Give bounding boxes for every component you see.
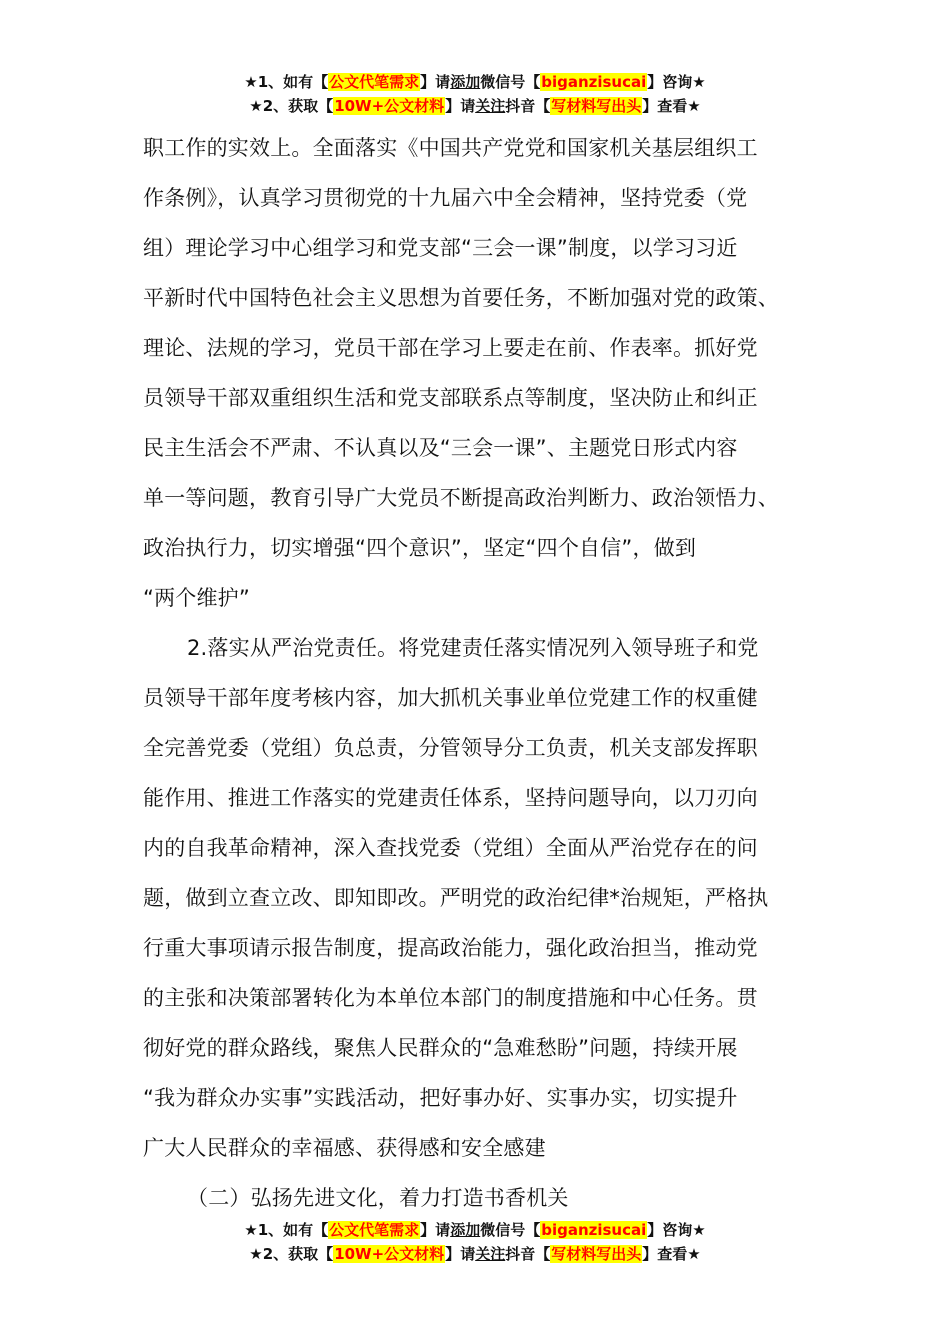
banner-text: ★2、获取【 bbox=[249, 97, 334, 115]
document-body bbox=[143, 123, 823, 1223]
body-line: 民主生活会不严肃、不认真以及“三会一课”、主题党日形式内容 bbox=[143, 436, 738, 460]
body-line: 彻好党的群众路线，聚焦人民群众的“急难愁盼”问题，持续开展 bbox=[143, 1036, 738, 1060]
banner-text: 】请 bbox=[420, 1221, 451, 1239]
body-line: 作条例》，认真学习贯彻党的十九届六中全会精神，坚持党委（党 bbox=[143, 186, 748, 210]
banner-text: 微信号【 bbox=[480, 73, 541, 91]
banner-highlight: biganzisucai bbox=[541, 1221, 647, 1239]
body-line: 员领导干部年度考核内容，加大抓机关事业单位党建工作的权重健 bbox=[143, 686, 758, 710]
body-line: “我为群众办实事”实践活动，把好事办好、实事办实，切实提升 bbox=[143, 1086, 738, 1110]
banner-highlight: 10W+公文材料 bbox=[334, 1245, 445, 1263]
banner-highlight: 写材料写出头 bbox=[551, 97, 642, 115]
section-heading: （二）弘扬先进文化，着力打造书香机关 bbox=[187, 1186, 569, 1210]
banner-text: ★1、如有【 bbox=[244, 1221, 329, 1239]
body-line: 员领导干部双重组织生活和党支部联系点等制度，坚决防止和纠正 bbox=[143, 386, 758, 410]
banner-underlined: 添加 bbox=[450, 1221, 481, 1239]
banner-underlined: 关注 bbox=[475, 1245, 506, 1263]
body-line: 内的自我革命精神，深入查找党委（党组）全面从严治党存在的问 bbox=[143, 836, 758, 860]
body-line: 行重大事项请示报告制度，提高政治能力，强化政治担当，推动党 bbox=[143, 936, 758, 960]
body-line: 理论、法规的学习，党员干部在学习上要走在前、作表率。抓好党 bbox=[143, 336, 758, 360]
body-line: 广大人民群众的幸福感、获得感和安全感建 bbox=[143, 1136, 546, 1160]
banner-highlight: 写材料写出头 bbox=[551, 1245, 642, 1263]
banner-text: 】请 bbox=[445, 1245, 476, 1263]
header-banner bbox=[0, 70, 950, 118]
body-line: 组）理论学习中心组学习和党支部“三会一课”制度，以学习习近 bbox=[143, 236, 738, 260]
body-line: 平新时代中国特色社会主义思想为首要任务，不断加强对党的政策、 bbox=[143, 286, 779, 310]
banner-text: 】请 bbox=[445, 97, 476, 115]
banner-text: 抖音【 bbox=[505, 1245, 551, 1263]
banner-highlight: 10W+公文材料 bbox=[334, 97, 445, 115]
banner-text: 】咨询★ bbox=[647, 73, 706, 91]
banner-text: 】咨询★ bbox=[647, 1221, 706, 1239]
banner-text: ★1、如有【 bbox=[244, 73, 329, 91]
banner-highlight: biganzisucai bbox=[541, 73, 647, 91]
body-line: 政治执行力，切实增强“四个意识”，坚定“四个自信”，做到 bbox=[143, 536, 697, 560]
body-line: 单一等问题，教育引导广大党员不断提高政治判断力、政治领悟力、 bbox=[143, 486, 779, 510]
banner-underlined: 关注 bbox=[475, 97, 506, 115]
banner-line-2 bbox=[0, 94, 950, 118]
banner-text: ★2、获取【 bbox=[249, 1245, 334, 1263]
banner-line-2 bbox=[0, 1242, 950, 1266]
body-line: 能作用、推进工作落实的党建责任体系，坚持问题导向，以刀刃向 bbox=[143, 786, 758, 810]
banner-highlight: 公文代笔需求 bbox=[329, 1221, 420, 1239]
banner-line-1 bbox=[0, 70, 950, 94]
body-line: 的主张和决策部署转化为本单位本部门的制度措施和中心任务。贯 bbox=[143, 986, 758, 1010]
banner-text: 微信号【 bbox=[480, 1221, 541, 1239]
banner-highlight: 公文代笔需求 bbox=[329, 73, 420, 91]
body-line: “两个维护” bbox=[143, 586, 250, 610]
banner-text: 】请 bbox=[420, 73, 451, 91]
paragraph-start-line: 2.落实从严治党责任。将党建责任落实情况列入领导班子和党 bbox=[187, 636, 759, 660]
body-line: 题，做到立查立改、即知即改。严明党的政治纪律*治规矩，严格执 bbox=[143, 886, 769, 910]
banner-text: 】查看★ bbox=[642, 97, 701, 115]
banner-underlined: 添加 bbox=[450, 73, 481, 91]
banner-text: 抖音【 bbox=[505, 97, 551, 115]
banner-text: 】查看★ bbox=[642, 1245, 701, 1263]
footer-banner bbox=[0, 1218, 950, 1266]
banner-line-1 bbox=[0, 1218, 950, 1242]
body-line: 全完善党委（党组）负总责，分管领导分工负责，机关支部发挥职 bbox=[143, 736, 758, 760]
body-line: 职工作的实效上。全面落实《中国共产党党和国家机关基层组织工 bbox=[143, 136, 758, 160]
